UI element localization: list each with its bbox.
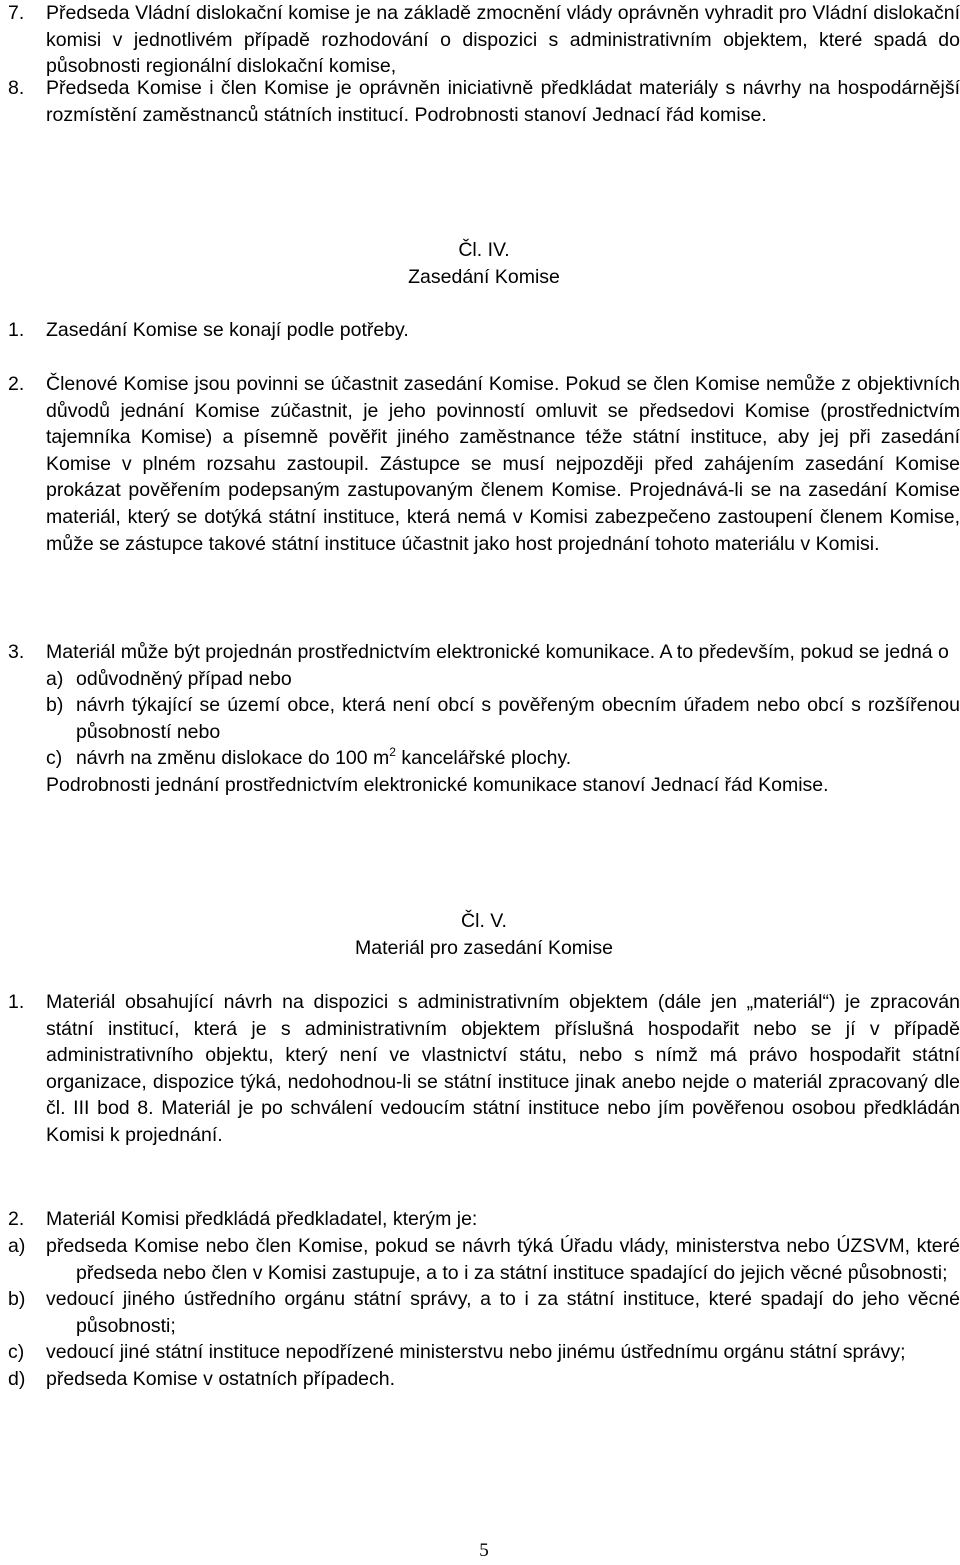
document-page: [8, 0, 960, 1562]
list-item-a: [8, 1233, 960, 1286]
list-text: vedoucí jiného ústředního orgánu státní správy, a to i za státní instituce, které spadají do jeho věcné působnosti;: [46, 1288, 960, 1337]
superscript: 2: [389, 745, 396, 760]
article-5-title: Materiál pro zasedání Komise: [355, 937, 613, 959]
list-item-d: [8, 1366, 960, 1393]
article-5-number: Čl. V.: [461, 910, 507, 932]
list-item-b: [46, 692, 960, 745]
paragraph-intro: Materiál může být projednán prostřednictvím elektronické komunikace. A to především, pokud se jedná o: [46, 641, 949, 663]
paragraph-intro: Materiál Komisi předkládá předkladatel, kterým je:: [46, 1208, 478, 1230]
paragraph-number: 1.: [8, 991, 25, 1013]
paragraph-outro: Podrobnosti jednání prostřednictvím elektronické komunikace stanoví Jednací řád Komise.: [46, 773, 829, 796]
article-4-paragraph-1: [8, 317, 960, 344]
paragraph-text: Zasedání Komise se konají podle potřeby.: [46, 319, 409, 341]
list-letter: b): [8, 1288, 26, 1311]
paragraph-number: 2.: [8, 373, 25, 395]
list-container: [8, 1233, 960, 1393]
paragraph-text: Předseda Komise i člen Komise je oprávněn iniciativně předkládat materiály s návrhy na hospodárnější rozmístění zaměstnanců státních institucí. Podrobnosti stanoví Jednací řád komise.: [46, 77, 960, 126]
list-text-part: kancelářské plochy.: [395, 747, 572, 770]
list-item-a: [46, 666, 960, 693]
article-4-number: Čl. IV.: [458, 239, 510, 261]
article-5-list: [8, 1233, 960, 1393]
list-letter: c): [8, 1341, 25, 1364]
list-text: návrh týkající se území obce, která není obcí s pověřeným obecním úřadem nebo obcí s rozšířenou působností nebo: [76, 694, 960, 743]
list-letter: a): [46, 667, 64, 690]
paragraph-text: Členové Komise jsou povinni se účastnit zasedání Komise. Pokud se člen Komise nemůže z objektivních důvodů jednání Komise zúčastnit, je jeho povinností omluvit se předsedovi Komise (prostřednictvím tajemníka Komise) a písemně pověřit jiného zaměstnance téže státní instituce, aby jej při zasedání Komise v plném rozsahu zastoupil. Zástupce se musí nejpozději před zahájením zasedání Komise prokázat pověřením podepsaným zastupovaným členem Komise. Projednává-li se na zasedání Komise materiál, který se dotýká státní instituce, která nemá v Komisi zabezpečeno zastoupení členem Komise, může se zástupce takové státní instituce účastnit jako host projednání tohoto materiálu v Komisi.: [46, 373, 960, 555]
paragraph-number: 2.: [8, 1208, 25, 1230]
article-5-paragraph-2: [8, 1206, 960, 1233]
page-number: 5: [479, 1540, 489, 1561]
list-text: odůvodněný případ nebo: [76, 667, 292, 690]
list-item-c: [8, 1339, 960, 1366]
list-text: [76, 745, 960, 772]
list-letter: a): [8, 1235, 26, 1257]
list-text-part: návrh na změnu dislokace do 100 m: [76, 747, 390, 770]
list-text: předseda Komise v ostatních případech.: [46, 1367, 396, 1390]
paragraph-number: 7.: [8, 2, 25, 24]
paragraph-text: Materiál obsahující návrh na dispozici s administrativním objektem (dále jen „materiál“) je zpracován státní institucí, která je s administrativním objektem příslušná hospodařit nebo se jí v případě administrativního objektu, který není ve vlastnictví státu, nebo s nímž má právo hospodařit státní organizace, dispozice týká, nedohodnou-li se státní instituce jinak anebo nejde o materiál zpracovaný dle čl. III bod 8. Materiál je po schválení vedoucím státní instituce nebo jím pověřenou osobou předkládán Komisi k projednání.: [46, 991, 960, 1146]
paragraph-number: 8.: [8, 77, 25, 99]
list-letter: b): [46, 694, 64, 717]
article-4-paragraph-2: [8, 371, 960, 557]
article-4-title: Zasedání Komise: [408, 266, 560, 288]
paragraph-content: [46, 639, 960, 799]
paragraph-number: 1.: [8, 319, 25, 341]
list-text: předseda Komise nebo člen Komise, pokud se návrh týká Úřadu vlády, ministerstva nebo ÚZSVM, které předseda nebo člen v Komisi zastupuje, a to i za státní instituce spadající do jejich věcné působnosti;: [46, 1235, 960, 1284]
list-text: vedoucí jiné státní instituce nepodřízené ministerstvu nebo jinému ústřednímu orgánu státní správy;: [46, 1341, 906, 1364]
paragraph-content: [46, 1206, 960, 1233]
paragraph-8: [8, 75, 960, 128]
article-4-paragraph-3: [8, 639, 960, 799]
paragraph-number: 3.: [8, 641, 25, 663]
list-item-c: [46, 745, 960, 772]
paragraph-text: Předseda Vládní dislokační komise je na základě zmocnění vlády oprávněn vyhradit pro Vládní dislokační komisi v jednotlivém případě rozhodování o dispozici s administrativním objektem, které spadá do působnosti regionální dislokační komise,: [46, 2, 960, 78]
list-letter: c): [46, 747, 63, 770]
article-5-paragraph-1: [8, 989, 960, 1149]
list-letter: d): [8, 1367, 26, 1390]
paragraph-7: [8, 0, 960, 80]
list-item-b: [8, 1286, 960, 1339]
